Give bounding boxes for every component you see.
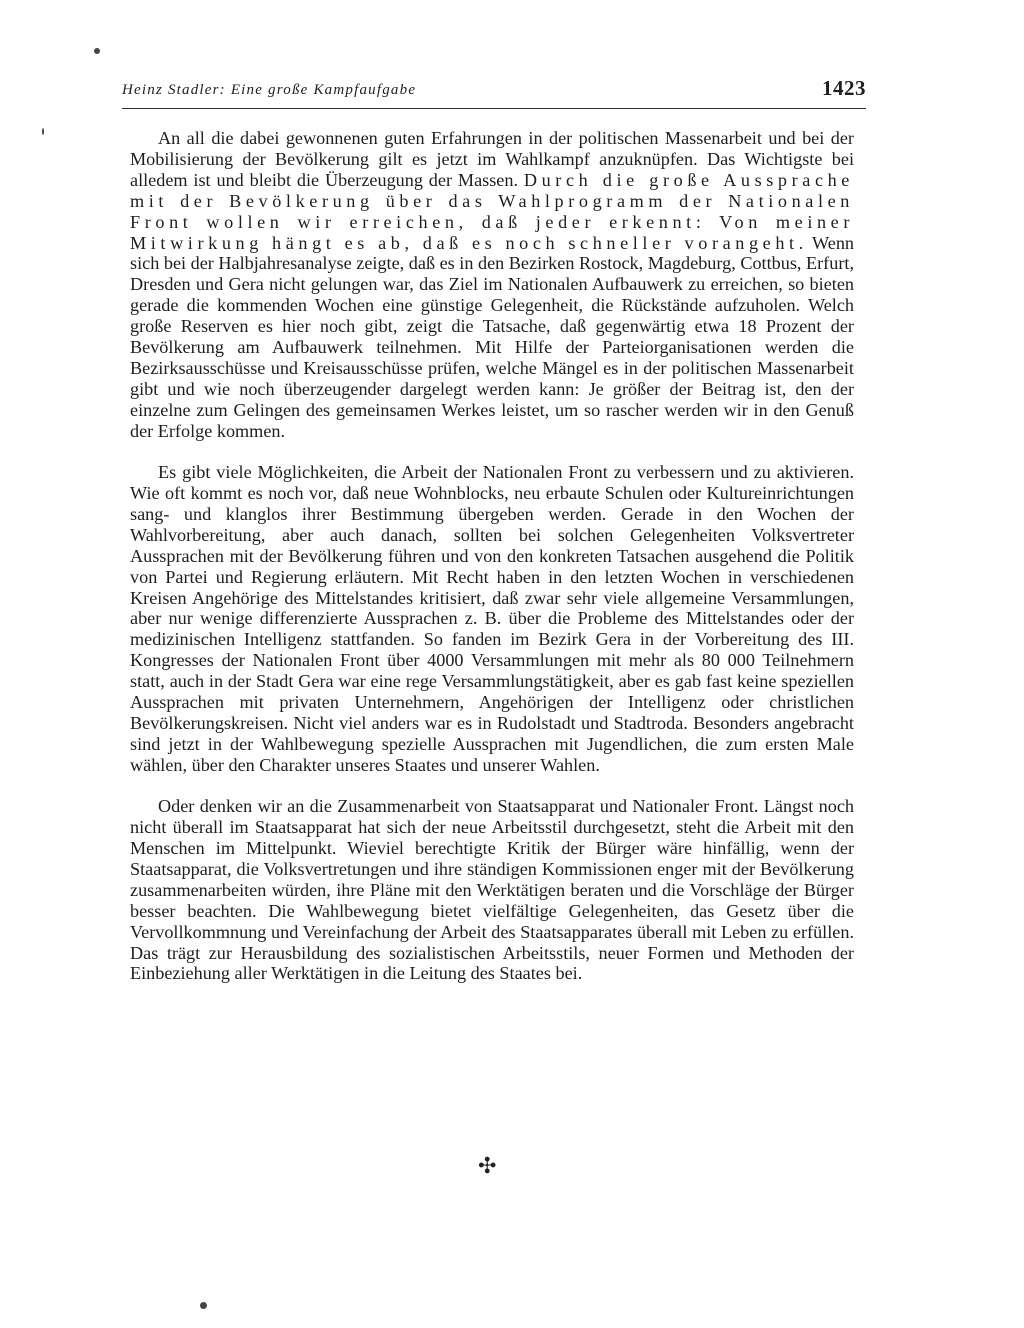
paragraph-3: Oder denken wir an die Zusammenarbeit von Staatsapparat und Nationaler Front. Längst noch nicht überall im Staatsapparat hat sich der neue Arbeitsstil durchgesetzt, steht die Arbeit mit den Menschen im Mittelpunkt. Wieviel berechtigte Kritik der Bürger wäre hinfällig, wenn der Staatsapparat, die Volksvertretungen und ihre ständigen Kommissionen enger mit der Bevölkerung zusammenarbeiten würden, ihre Pläne mit den Werktätigen beraten und die Vorschläge der Bürger besser beachten. Die Wahlbewegung bietet vielfältige Gelegenheiten, das Gesetz über die Vervollkommnung und Vereinfachung der Arbeit des Staatsapparates überall mit Leben zu erfüllen. Das trägt zur Herausbildung des sozialistischen Arbeitsstils, neuer Formen und Methoden der Einbeziehung aller Werktätigen in die Leitung des Staates bei. (130, 796, 854, 984)
paragraph-1-rest: Wenn sich bei der Halbjahresanalyse zeigte, daß es in den Bezirken Rostock, Magdeburg, Cottbus, Erfurt, Dresden und Gera nicht gelungen war, das Ziel im Nationalen Aufbauwerk zu erreichen, so bieten gerade die kommenden Wochen eine günstige Gelegenheit, die Rückstände aufzuholen. Welch große Reserven es hier noch gibt, zeigt die Tatsache, daß gegenwärtig etwa 18 Prozent der Bevölkerung am Aufbauwerk teilnehmen. Mit Hilfe der Parteiorganisationen werden die Bezirksausschüsse und Kreisausschüsse prüfen, welche Mängel es in der politischen Massenarbeit gibt und wie noch überzeugender dargelegt werden kann: Je größer der Beitrag ist, den der einzelne zum Gelingen des gemeinsamen Werkes leistet, um so rascher werden wir in den Genuß der Erfolge kommen. (130, 232, 855, 441)
ink-speck (200, 1302, 207, 1309)
running-title: Heinz Stadler: Eine große Kampfaufgabe (122, 82, 417, 98)
article-body (130, 128, 854, 1005)
page-number: 1423 (822, 76, 866, 100)
paragraph-1 (130, 128, 854, 442)
paragraph-1-emphasis: Durch die große Aussprache mit der Bevölkerung über das Wahlprogramm der Nationalen Front wollen wir erreichen, daß jeder erkennt: Von meiner Mitwirkung hängt es ab, daß es noch schneller vorangeht. (130, 169, 854, 253)
ink-speck (42, 128, 44, 135)
ink-speck (94, 48, 100, 54)
paragraph-2: Es gibt viele Möglichkeiten, die Arbeit der Nationalen Front zu verbessern und zu aktivieren. Wie oft kommt es noch vor, daß neue Wohnblocks, neu erbaute Schulen oder Kultureinrichtungen sang- und klanglos ihrer Bestimmung übergeben werden. Gerade in den Wochen der Wahlvorbereitung, aber auch danach, sollten bei solchen Gelegenheiten Volksvertreter Aussprachen mit der Bevölkerung führen und von den konkreten Tatsachen ausgehend die Politik von Partei und Regierung erläutern. Mit Recht haben in den letzten Wochen in verschiedenen Kreisen Angehörige des Mittelstandes kritisiert, daß zwar sehr viele allgemeine Versammlungen, aber nur wenige differenzierte Aussprachen z. B. über die Probleme des Mittelstandes oder der medizinischen Intelligenz stattfanden. So fanden im Bezirk Gera in der Vorbereitung des III. Kongresses der Nationalen Front über 4000 Versammlungen mit mehr als 80 000 Teilnehmern statt, auch in der Stadt Gera war eine rege Versammlungstätigkeit, aber es gab fast keine speziellen Aussprachen mit privaten Unternehmern, Angehörigen der Intelligenz oder christlichen Bevölkerungskreisen. Nicht viel anders war es in Rudolstadt und Stadtroda. Besonders angebracht sind jetzt in der Wahlbewegung spezielle Aussprachen mit Jugendlichen, die zum ersten Male wählen, über den Charakter unseres Staates und unserer Wahlen. (130, 462, 854, 775)
paragraph-1-lead: An all die dabei gewonnenen guten Erfahrungen in der politischen Massenarbeit und bei der Mobilisierung der Bevölkerung gilt es jetzt im Wahlkampf anzuknüpfen. Das Wichtigste bei alledem ist und bleibt die Überzeugung der Massen. (130, 128, 854, 190)
running-header (122, 78, 866, 109)
section-end-ornament: ✣ (478, 1153, 497, 1178)
